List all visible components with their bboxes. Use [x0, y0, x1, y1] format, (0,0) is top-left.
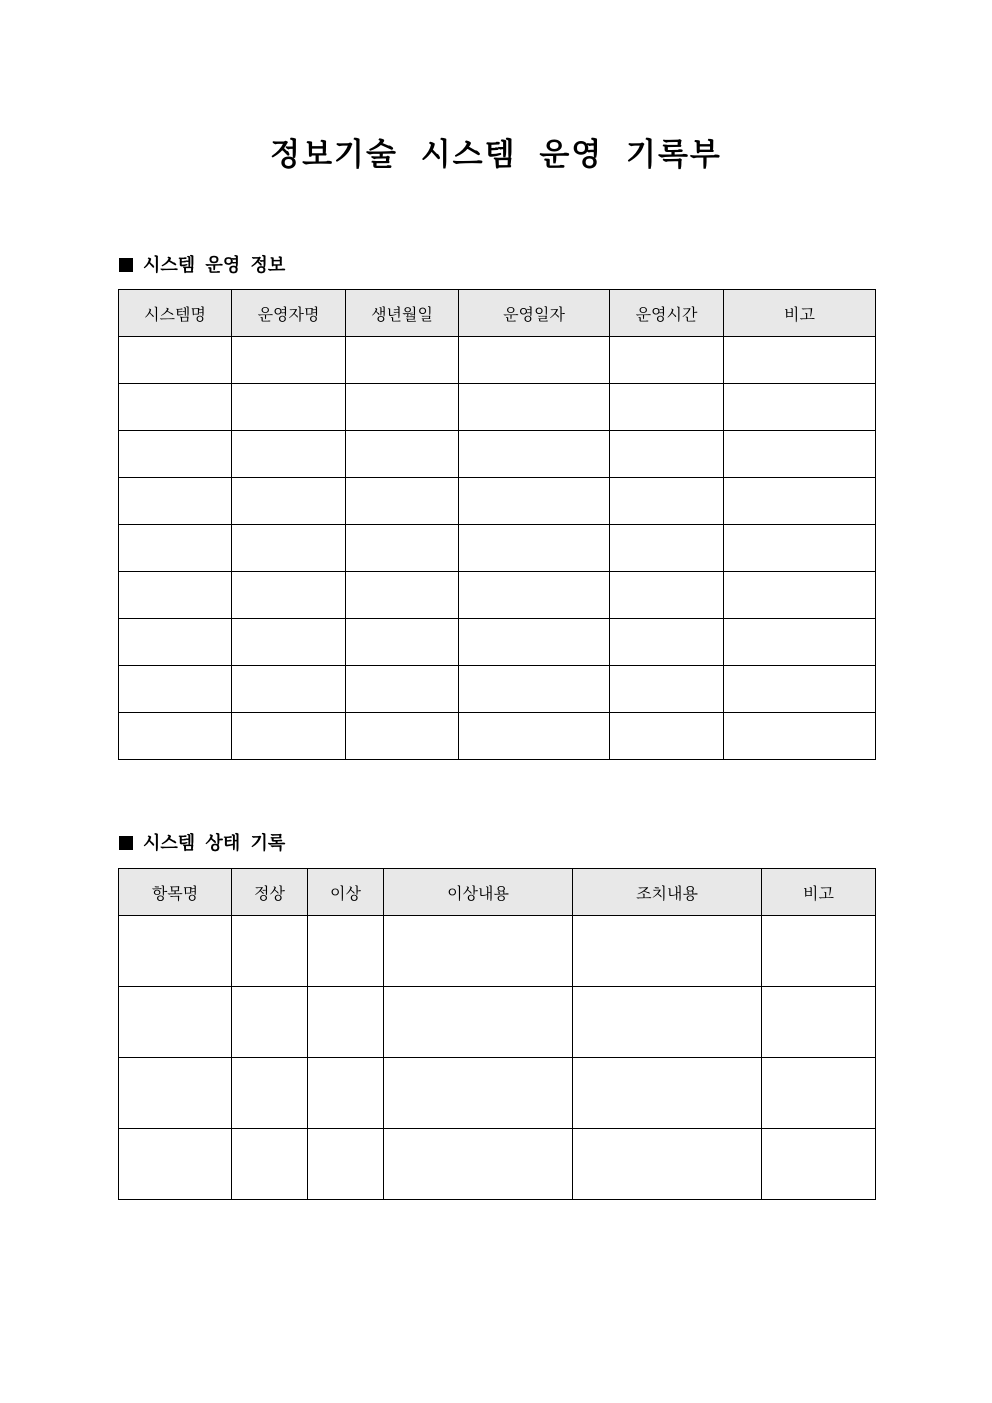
table-cell[interactable] — [119, 431, 232, 478]
square-bullet-icon — [119, 258, 133, 272]
table-cell[interactable] — [610, 619, 724, 666]
table-header-row — [119, 869, 876, 916]
table-cell[interactable] — [232, 987, 308, 1058]
table-cell[interactable] — [610, 337, 724, 384]
table-cell[interactable] — [610, 572, 724, 619]
table-cell[interactable] — [573, 1129, 762, 1200]
table-cell[interactable] — [459, 384, 610, 431]
table-cell[interactable] — [119, 478, 232, 525]
table-cell[interactable] — [119, 916, 232, 987]
table-cell[interactable] — [119, 384, 232, 431]
table-cell[interactable] — [346, 713, 459, 760]
column-header-normal: 정상 — [232, 869, 308, 916]
table-cell[interactable] — [384, 1058, 573, 1129]
table-row — [119, 384, 876, 431]
table-cell[interactable] — [346, 619, 459, 666]
table-row — [119, 525, 876, 572]
table-cell[interactable] — [762, 1129, 876, 1200]
table-cell[interactable] — [119, 1058, 232, 1129]
table-row — [119, 987, 876, 1058]
table-cell[interactable] — [459, 525, 610, 572]
table-cell[interactable] — [232, 337, 346, 384]
table-header-row — [119, 290, 876, 337]
table-cell[interactable] — [762, 916, 876, 987]
table-row — [119, 1129, 876, 1200]
table-cell[interactable] — [459, 337, 610, 384]
table-cell[interactable] — [610, 431, 724, 478]
document-title: 정보기술 시스템 운영 기록부 — [270, 137, 722, 173]
table-cell[interactable] — [724, 666, 876, 713]
table-cell[interactable] — [724, 337, 876, 384]
table-row — [119, 713, 876, 760]
square-bullet-icon — [119, 836, 133, 850]
section-heading-operation-info — [119, 254, 285, 278]
section-heading-label: 시스템 운영 정보 — [143, 255, 286, 276]
table-cell[interactable] — [232, 478, 346, 525]
table-cell[interactable] — [459, 478, 610, 525]
table-row — [119, 916, 876, 987]
table-row — [119, 337, 876, 384]
section-heading-label: 시스템 상태 기록 — [143, 833, 286, 854]
table-cell[interactable] — [346, 666, 459, 713]
column-header-item-name: 항목명 — [119, 869, 232, 916]
table-cell[interactable] — [610, 713, 724, 760]
status-record-table — [118, 868, 876, 1200]
table-row — [119, 1058, 876, 1129]
table-cell[interactable] — [459, 666, 610, 713]
table-cell[interactable] — [119, 1129, 232, 1200]
table-cell[interactable] — [232, 1058, 308, 1129]
table-cell[interactable] — [384, 916, 573, 987]
table-cell[interactable] — [762, 987, 876, 1058]
table-cell[interactable] — [232, 1129, 308, 1200]
table-cell[interactable] — [232, 525, 346, 572]
table-cell[interactable] — [573, 987, 762, 1058]
table-cell[interactable] — [119, 619, 232, 666]
table-row — [119, 666, 876, 713]
table-cell[interactable] — [724, 431, 876, 478]
table-cell[interactable] — [459, 431, 610, 478]
table-cell[interactable] — [724, 713, 876, 760]
table-cell[interactable] — [610, 478, 724, 525]
table-cell[interactable] — [724, 619, 876, 666]
table-cell[interactable] — [724, 478, 876, 525]
table-cell[interactable] — [459, 619, 610, 666]
table-cell[interactable] — [459, 572, 610, 619]
table-cell[interactable] — [119, 666, 232, 713]
table-cell[interactable] — [232, 384, 346, 431]
table-cell[interactable] — [384, 1129, 573, 1200]
table-cell[interactable] — [610, 525, 724, 572]
table-cell[interactable] — [459, 713, 610, 760]
column-header-remarks: 비고 — [724, 290, 876, 337]
table-cell[interactable] — [308, 916, 384, 987]
table-cell[interactable] — [119, 525, 232, 572]
table-cell[interactable] — [232, 666, 346, 713]
table-cell[interactable] — [724, 384, 876, 431]
table-cell[interactable] — [119, 713, 232, 760]
table-cell[interactable] — [308, 1129, 384, 1200]
table-cell[interactable] — [573, 1058, 762, 1129]
table-cell[interactable] — [573, 916, 762, 987]
table-cell[interactable] — [384, 987, 573, 1058]
table-row — [119, 619, 876, 666]
operation-info-body — [119, 337, 876, 760]
table-cell[interactable] — [232, 619, 346, 666]
table-row — [119, 431, 876, 478]
column-header-operator-name: 운영자명 — [232, 290, 346, 337]
table-cell[interactable] — [610, 666, 724, 713]
table-cell[interactable] — [762, 1058, 876, 1129]
table-cell[interactable] — [346, 431, 459, 478]
table-cell[interactable] — [724, 572, 876, 619]
table-cell[interactable] — [119, 572, 232, 619]
table-cell[interactable] — [724, 525, 876, 572]
table-cell[interactable] — [610, 384, 724, 431]
column-header-system-name: 시스템명 — [119, 290, 232, 337]
table-cell[interactable] — [232, 916, 308, 987]
table-cell[interactable] — [346, 572, 459, 619]
column-header-operation-time: 운영시간 — [610, 290, 724, 337]
column-header-abnormal: 이상 — [308, 869, 384, 916]
operation-info-table — [118, 289, 876, 760]
status-record-body — [119, 916, 876, 1200]
table-cell[interactable] — [119, 337, 232, 384]
table-cell[interactable] — [346, 384, 459, 431]
table-cell[interactable] — [232, 713, 346, 760]
table-cell[interactable] — [346, 525, 459, 572]
column-header-action-details: 조치내용 — [573, 869, 762, 916]
table-cell[interactable] — [232, 572, 346, 619]
column-header-birth-date: 생년월일 — [346, 290, 459, 337]
table-cell[interactable] — [308, 1058, 384, 1129]
column-header-abnormal-details: 이상내용 — [384, 869, 573, 916]
table-row — [119, 478, 876, 525]
table-cell[interactable] — [232, 431, 346, 478]
table-cell[interactable] — [346, 337, 459, 384]
column-header-operation-date: 운영일자 — [459, 290, 610, 337]
table-cell[interactable] — [119, 987, 232, 1058]
table-cell[interactable] — [308, 987, 384, 1058]
section-heading-status-record — [119, 832, 285, 856]
column-header-remarks: 비고 — [762, 869, 876, 916]
table-row — [119, 572, 876, 619]
table-cell[interactable] — [346, 478, 459, 525]
